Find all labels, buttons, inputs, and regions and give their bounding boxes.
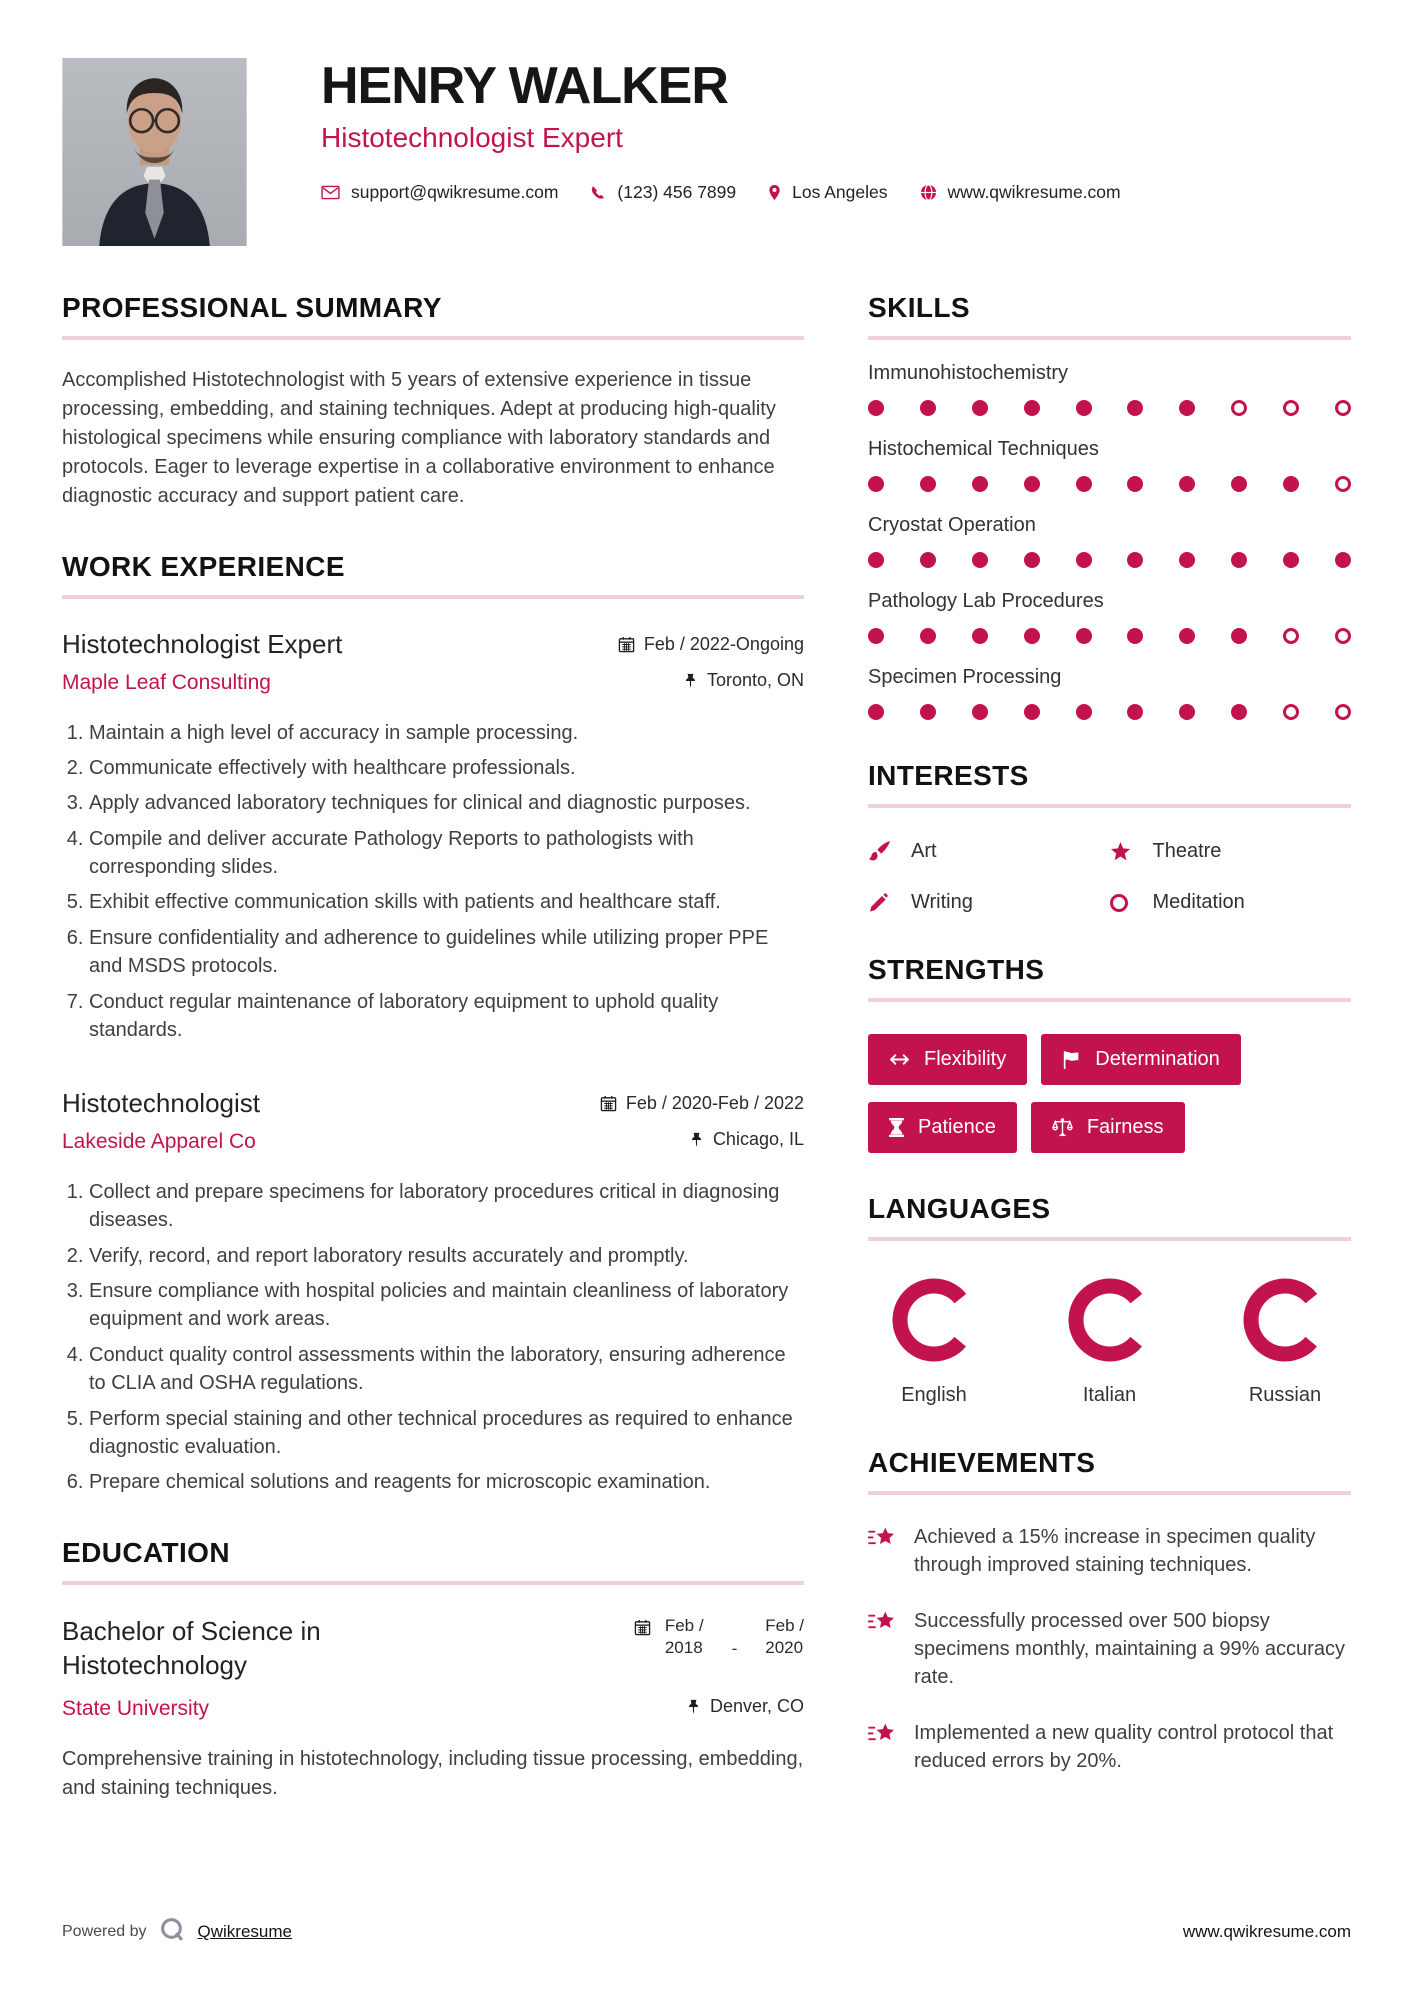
section-divider: [62, 336, 804, 340]
contact-email[interactable]: [321, 182, 558, 203]
interest-item-writing: [868, 891, 1110, 914]
education-date-separator: -: [731, 1638, 738, 1658]
skill-item: [868, 514, 1351, 568]
education-school: State University: [62, 1696, 210, 1720]
interest-item-meditation: [1110, 891, 1352, 914]
content-columns: [62, 292, 1351, 1843]
profile-photo: [62, 58, 247, 246]
section-divider: [868, 998, 1351, 1002]
skill-dot-filled: [868, 628, 884, 644]
strengths-list: [868, 1034, 1351, 1153]
section-divider: [62, 1581, 804, 1585]
skill-dot-filled: [1076, 628, 1092, 644]
skill-dot-empty: [1335, 400, 1351, 416]
skill-dot-filled: [920, 628, 936, 644]
section-heading: PROFESSIONAL SUMMARY: [62, 292, 442, 323]
skill-dot-filled: [1283, 476, 1299, 492]
section-divider: [868, 1237, 1351, 1241]
interest-label: Writing: [911, 891, 973, 913]
job-company: Lakeside Apparel Co: [62, 1129, 256, 1153]
contact-location-text: Los Angeles: [792, 182, 888, 203]
skill-dot-filled: [972, 704, 988, 720]
skill-label: Specimen Processing: [868, 666, 1062, 688]
job-location: [683, 670, 804, 691]
powered-by: [62, 1916, 292, 1948]
skill-dot-filled: [920, 704, 936, 720]
skill-dot-filled: [1231, 552, 1247, 568]
section-heading: LANGUAGES: [868, 1193, 1051, 1224]
job-bullet: 7. Conduct regular maintenance of laboratory equipment to uphold quality standards.: [89, 988, 804, 1045]
section-heading: INTERESTS: [868, 760, 1029, 791]
job-date-text: Feb / 2022-Ongoing: [643, 634, 804, 654]
skill-rating-dots: [868, 552, 1351, 568]
powered-by-text: Powered by: [62, 1923, 147, 1940]
right-column: [868, 292, 1351, 1843]
globe-icon: [920, 184, 937, 201]
achievement-text: Achieved a 15% increase in specimen quality through improved staining techniques.: [914, 1526, 1316, 1576]
skill-dot-filled: [1076, 476, 1092, 492]
skill-dot-filled: [868, 552, 884, 568]
job-company: Maple Leaf Consulting: [62, 670, 271, 694]
skill-dot-filled: [920, 400, 936, 416]
skill-dot-empty: [1283, 400, 1299, 416]
skill-dot-empty: [1283, 628, 1299, 644]
skill-dot-filled: [868, 400, 884, 416]
phone-icon: [590, 185, 606, 201]
job-bullet: 6. Ensure confidentiality and adherence to guidelines while utilizing proper PPE and MSDS protocols.: [89, 924, 804, 981]
contact-row: [321, 182, 1121, 203]
job-bullet: 6. Prepare chemical solutions and reagents for microscopic examination.: [89, 1468, 804, 1496]
job-date-text: Feb / 2020-Feb / 2022: [625, 1093, 804, 1114]
language-label: English: [901, 1384, 967, 1406]
strength-label: Determination: [1095, 1048, 1220, 1070]
skill-dot-filled: [920, 552, 936, 568]
education-description: Comprehensive training in histotechnology, including tissue processing, embedding, and staining techniques.: [62, 1747, 804, 1799]
skill-dot-filled: [1076, 704, 1092, 720]
education-date-end: Feb / 2020: [765, 1615, 804, 1657]
skill-dot-empty: [1335, 704, 1351, 720]
contact-email-text: support@qwikresume.com: [351, 182, 559, 203]
job-title: Histotechnologist Expert: [62, 629, 343, 659]
footer-website-link[interactable]: www.qwikresume.com: [1182, 1922, 1351, 1941]
star-icon: [1110, 842, 1136, 862]
job-location-text: Chicago, IL: [712, 1129, 804, 1150]
interest-item-theatre: [1110, 840, 1352, 863]
job-bullet: 1. Maintain a high level of accuracy in sample processing.: [89, 719, 804, 747]
section-education: [62, 1537, 804, 1803]
job-bullet: 2. Verify, record, and report laboratory results accurately and promptly.: [89, 1242, 804, 1270]
achievement-text: Implemented a new quality control protocol that reduced errors by 20%.: [914, 1722, 1334, 1772]
skill-rating-dots: [868, 400, 1351, 416]
skill-dot-filled: [920, 476, 936, 492]
language-donut: [891, 1277, 977, 1363]
achievement-item: [868, 1719, 1351, 1775]
section-heading: WORK EXPERIENCE: [62, 551, 345, 582]
skill-dot-filled: [1076, 400, 1092, 416]
job-entry: [62, 1088, 804, 1496]
circle-icon: [1110, 894, 1136, 912]
pushpin-icon: [689, 1132, 704, 1148]
pencil-icon: [868, 893, 894, 913]
skill-label: Cryostat Operation: [868, 514, 1036, 536]
skill-dot-filled: [1127, 628, 1143, 644]
language-item-russian: [1225, 1277, 1345, 1407]
strength-label: Patience: [918, 1116, 996, 1138]
header-info: [321, 58, 1121, 203]
interests-grid: [868, 840, 1351, 914]
candidate-title: Histotechnologist Expert: [321, 122, 623, 154]
skill-dot-filled: [1179, 704, 1195, 720]
interest-item-art: [868, 840, 1110, 863]
section-strengths: [868, 954, 1351, 1153]
skill-dot-filled: [1076, 552, 1092, 568]
skill-rating-dots: [868, 476, 1351, 492]
language-donut: [1067, 1277, 1153, 1363]
section-achievements: [868, 1447, 1351, 1775]
skill-dot-filled: [1024, 476, 1040, 492]
job-bullet-list: [62, 719, 804, 1045]
achievement-item: [868, 1523, 1351, 1579]
section-work-experience: [62, 551, 804, 1497]
education-dates: [634, 1615, 804, 1683]
strength-badge-patience: [868, 1102, 1017, 1153]
contact-website-text: www.qwikresume.com: [947, 182, 1121, 203]
job-date: [600, 1093, 804, 1114]
education-location-text: Denver, CO: [709, 1696, 804, 1717]
strength-label: Fairness: [1086, 1116, 1164, 1138]
qwikresume-q-logo-icon: [159, 1916, 186, 1948]
skill-dot-filled: [972, 552, 988, 568]
skill-dot-filled: [868, 476, 884, 492]
job-bullet: 3. Ensure compliance with hospital policies and maintain cleanliness of laboratory equipment and work areas.: [89, 1277, 804, 1334]
envelope-icon: [321, 185, 340, 200]
section-heading: EDUCATION: [62, 1536, 230, 1568]
skill-dot-filled: [1179, 400, 1195, 416]
section-divider: [868, 804, 1351, 808]
skill-label: Immunohistochemistry: [868, 362, 1069, 384]
job-location: [689, 1129, 804, 1150]
section-divider: [868, 336, 1351, 340]
education-date-start: Feb / 2018: [664, 1615, 704, 1657]
skill-dot-filled: [1127, 704, 1143, 720]
language-item-italian: [1050, 1277, 1170, 1407]
interest-label: Theatre: [1152, 840, 1222, 862]
double-arrow-icon: [889, 1052, 910, 1067]
section-divider: [868, 1491, 1351, 1495]
interest-label: Meditation: [1152, 891, 1245, 913]
skill-dot-filled: [1024, 400, 1040, 416]
skill-dot-filled: [972, 628, 988, 644]
skill-dot-filled: [1335, 552, 1351, 568]
scales-icon: [1052, 1118, 1073, 1137]
pushpin-icon: [683, 673, 698, 689]
skill-dot-filled: [972, 476, 988, 492]
summary-text: Accomplished Histotechnologist with 5 years of extensive experience in tissue processing, embedding, and staining techniques. Adept at producing high-quality histological specimens while ensuring compliance with laboratory standards and protocols. Eager to leverage expertise in a collaborative environment to enhance diagnostic accuracy and support patient care.: [62, 369, 776, 507]
job-bullet: 1. Collect and prepare specimens for laboratory procedures critical in diagnosing diseases.: [89, 1178, 804, 1235]
achievement-item: [868, 1607, 1351, 1691]
calendar-icon: [600, 1095, 617, 1112]
skill-item: [868, 438, 1351, 492]
contact-location: [768, 182, 887, 203]
strength-label: Flexibility: [924, 1048, 1007, 1070]
skill-dot-filled: [972, 400, 988, 416]
contact-phone-text: (123) 456 7899: [617, 182, 737, 203]
section-heading: SKILLS: [868, 292, 970, 323]
skill-dot-filled: [1127, 400, 1143, 416]
skill-dot-filled: [1231, 704, 1247, 720]
language-label: Italian: [1082, 1384, 1137, 1406]
skill-dot-filled: [1127, 552, 1143, 568]
job-entry: [62, 629, 804, 1044]
skill-dot-filled: [1179, 552, 1195, 568]
section-skills: [868, 292, 1351, 720]
shooting-star-icon: [868, 1609, 898, 1691]
languages-list: [868, 1277, 1351, 1407]
location-pin-icon: [768, 184, 781, 201]
section-heading: STRENGTHS: [868, 954, 1045, 985]
skill-dot-empty: [1231, 400, 1247, 416]
job-title: Histotechnologist: [62, 1088, 260, 1119]
contact-website[interactable]: [920, 182, 1121, 203]
skill-dot-empty: [1335, 628, 1351, 644]
skill-dot-filled: [1179, 628, 1195, 644]
skill-dot-empty: [1283, 704, 1299, 720]
skill-dot-filled: [1127, 476, 1143, 492]
flag-icon: [1062, 1050, 1081, 1070]
section-languages: [868, 1193, 1351, 1407]
strength-badge-flexibility: [868, 1034, 1027, 1085]
skill-dot-filled: [1024, 552, 1040, 568]
skill-item: [868, 362, 1351, 416]
job-bullet: 4. Conduct quality control assessments within the laboratory, ensuring adherence to CLIA and OSHA regulations.: [89, 1341, 804, 1398]
calendar-icon: [634, 1619, 651, 1641]
footer: [62, 1916, 1351, 1948]
job-date: [618, 634, 804, 655]
header: [62, 58, 1351, 246]
job-bullet: 4. Compile and deliver accurate Pathology Reports to pathologists with corresponding slides.: [89, 825, 804, 882]
section-interests: [868, 760, 1351, 914]
contact-phone: [590, 182, 736, 203]
skill-item: [868, 666, 1351, 720]
section-professional-summary: [62, 292, 804, 511]
skill-dot-empty: [1335, 476, 1351, 492]
paintbrush-icon: [868, 840, 894, 863]
skill-dot-filled: [1024, 704, 1040, 720]
job-bullet: 5. Perform special staining and other technical procedures as required to enhance diagnostic evaluation.: [89, 1405, 804, 1462]
pushpin-icon: [686, 1699, 701, 1715]
skill-rating-dots: [868, 704, 1351, 720]
candidate-name: HENRY WALKER: [321, 57, 728, 115]
achievement-text: Successfully processed over 500 biopsy specimens monthly, maintaining a 99% accuracy rate.: [914, 1610, 1345, 1688]
skill-label: Histochemical Techniques: [868, 438, 1099, 460]
education-location: [686, 1696, 804, 1717]
left-column: [62, 292, 804, 1843]
calendar-icon: [618, 636, 635, 653]
skill-rating-dots: [868, 628, 1351, 644]
education-degree: Bachelor of Science in Histotechnology: [62, 1615, 321, 1680]
skill-dot-filled: [1231, 476, 1247, 492]
skill-dot-filled: [1179, 476, 1195, 492]
job-bullet-list: [62, 1178, 804, 1497]
section-divider: [62, 595, 804, 599]
skill-dot-filled: [1024, 628, 1040, 644]
job-bullet: 3. Apply advanced laboratory techniques for clinical and diagnostic purposes.: [89, 789, 804, 817]
skill-dot-filled: [868, 704, 884, 720]
strength-badge-determination: [1041, 1034, 1241, 1085]
qwikresume-brand-link[interactable]: Qwikresume: [197, 1922, 292, 1941]
skill-item: [868, 590, 1351, 644]
skill-label: Pathology Lab Procedures: [868, 590, 1104, 612]
shooting-star-icon: [868, 1525, 898, 1579]
language-donut: [1242, 1277, 1328, 1363]
skill-dot-filled: [1283, 552, 1299, 568]
hourglass-icon: [889, 1118, 904, 1137]
skill-dot-filled: [1231, 628, 1247, 644]
section-heading: ACHIEVEMENTS: [868, 1447, 1096, 1478]
job-location-text: Toronto, ON: [706, 670, 804, 690]
job-bullet: 5. Exhibit effective communication skills with patients and healthcare staff.: [89, 888, 804, 916]
interest-label: Art: [911, 840, 937, 862]
shooting-star-icon: [868, 1721, 898, 1775]
language-label: Russian: [1248, 1384, 1322, 1406]
language-item-english: [874, 1277, 994, 1407]
strength-badge-fairness: [1031, 1102, 1185, 1153]
job-bullet: 2. Communicate effectively with healthcare professionals.: [89, 754, 804, 782]
